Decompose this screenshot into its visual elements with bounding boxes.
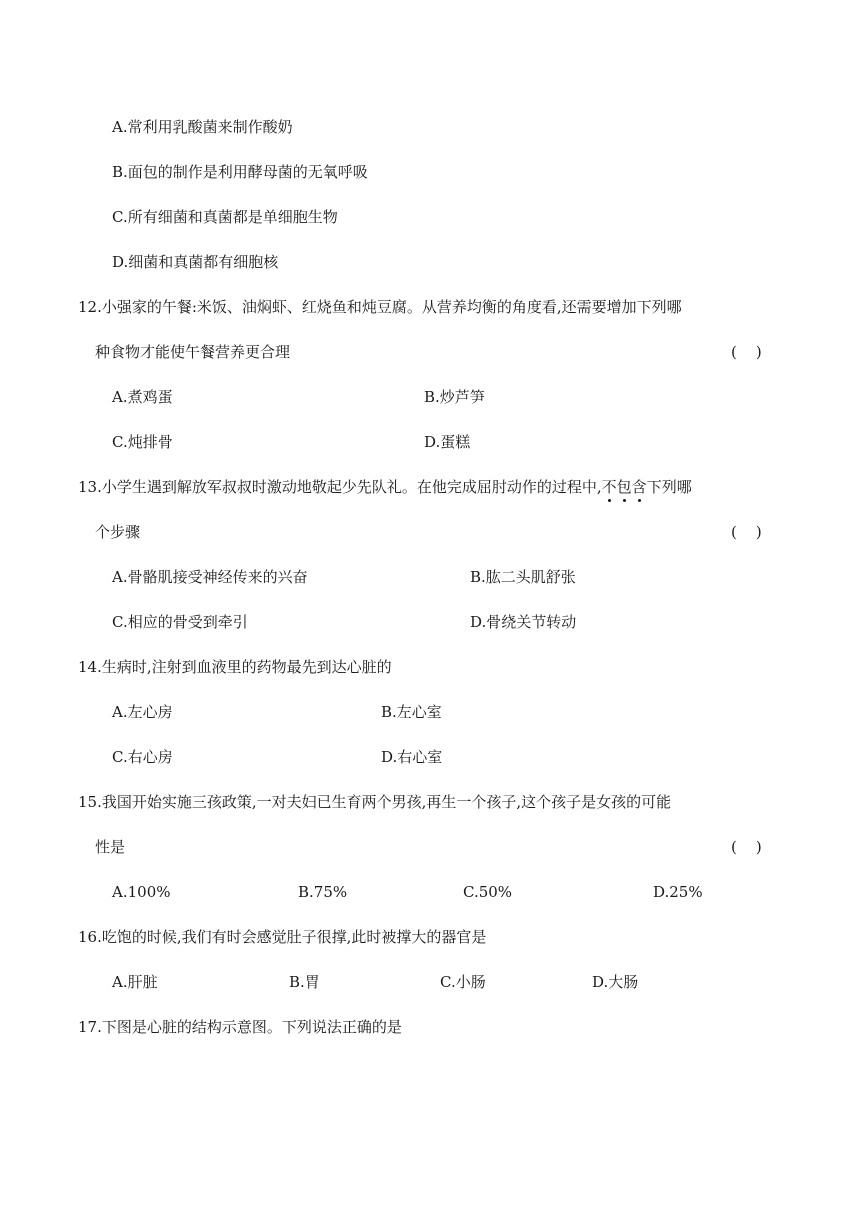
q13-stem-text: 13.小学生遇到解放军叔叔时激动地敬起少先队礼。在他完成屈肘动作的过程中, [78, 478, 602, 496]
q12-answer-blank: ( ) [731, 343, 762, 361]
q16-option-a: A.肝脏 [112, 973, 158, 991]
q13-stem-line1 [78, 477, 692, 497]
q11-option-b: B.面包的制作是利用酵母菌的无氧呼吸 [112, 163, 368, 181]
q13-emphasis-char: 包 [616, 478, 632, 496]
q12-option-d: D.蛋糕 [424, 433, 471, 451]
q15-option-b: B.75% [298, 883, 348, 901]
q14-option-d: D.右心室 [381, 748, 443, 766]
q17-stem-line1: 17.下图是心脏的结构示意图。下列说法正确的是 [78, 1018, 402, 1036]
q16-option-d: D.大肠 [592, 973, 639, 991]
q15-answer-blank: ( ) [731, 838, 762, 856]
q15-option-d: D.25% [653, 883, 703, 901]
q13-answer-blank: ( ) [731, 523, 762, 541]
q16-stem-line1: 16.吃饱的时候,我们有时会感觉肚子很撑,此时被撑大的器官是 [78, 928, 487, 946]
q15-stem-line1: 15.我国开始实施三孩政策,一对夫妇已生育两个男孩,再生一个孩子,这个孩子是女孩的可能 [78, 793, 672, 811]
q11-option-c: C.所有细菌和真菌都是单细胞生物 [112, 208, 338, 226]
q15-option-c: C.50% [463, 883, 513, 901]
q14-option-a: A.左心房 [112, 703, 173, 721]
q13-emphasis-char: 不 [601, 478, 617, 496]
q14-option-b: B.左心室 [381, 703, 442, 721]
q13-option-d: D.骨绕关节转动 [470, 613, 577, 631]
q12-stem-line1: 12.小强家的午餐:米饭、油焖虾、红烧鱼和炖豆腐。从营养均衡的角度看,还需要增加下列哪 [78, 298, 682, 316]
q12-option-b: B.炒芦笋 [424, 388, 485, 406]
q13-emphasis-char: 含 [631, 478, 647, 496]
q13-option-c: C.相应的骨受到牵引 [112, 613, 248, 631]
q11-option-d: D.细菌和真菌都有细胞核 [112, 253, 279, 271]
q15-option-a: A.100% [112, 883, 171, 901]
q14-option-c: C.右心房 [112, 748, 173, 766]
q14-stem-line1: 14.生病时,注射到血液里的药物最先到达心脏的 [78, 658, 392, 676]
q16-option-c: C.小肠 [440, 973, 486, 991]
q13-stem-line2: 个步骤 [95, 523, 141, 541]
q13-option-b: B.肱二头肌舒张 [470, 568, 576, 586]
q12-stem-line2: 种食物才能使午餐营养更合理 [95, 343, 291, 361]
q13-stem-text-end: 下列哪 [646, 478, 692, 496]
q11-option-a: A.常利用乳酸菌来制作酸奶 [112, 118, 293, 136]
q15-stem-line2: 性是 [95, 838, 126, 856]
q13-option-a: A.骨骼肌接受神经传来的兴奋 [112, 568, 308, 586]
q12-option-c: C.炖排骨 [112, 433, 173, 451]
q16-option-b: B.胃 [289, 973, 320, 991]
q12-option-a: A.煮鸡蛋 [112, 388, 173, 406]
